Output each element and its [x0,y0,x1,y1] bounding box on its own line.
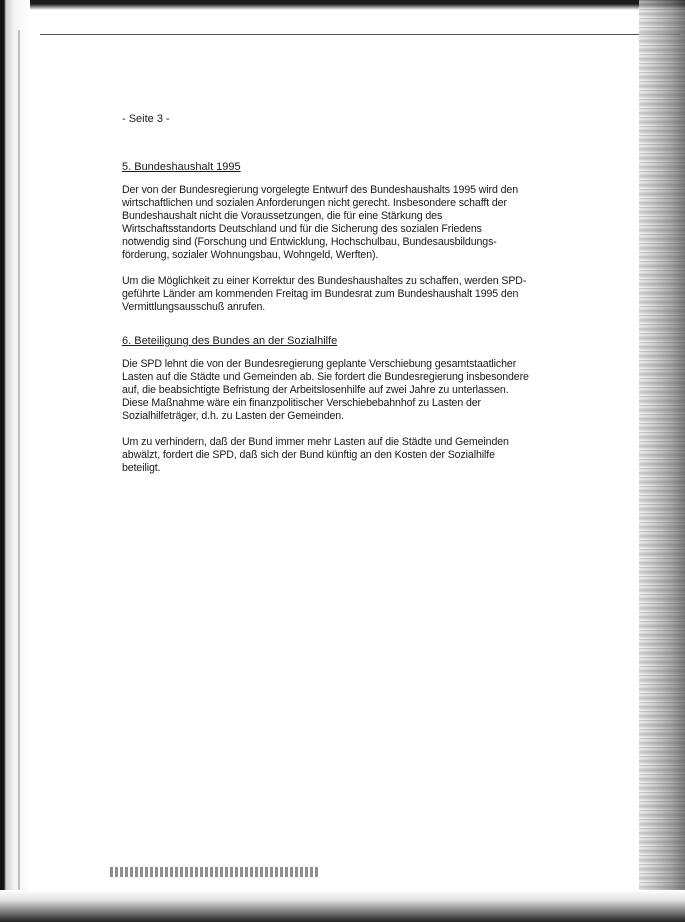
section-bundeshaushalt [122,160,532,314]
scan-top-edge [0,0,685,36]
document-page [122,112,532,488]
scan-top-line [40,34,680,35]
section-heading: 6. Beteiligung des Bundes an der Sozialhilfe [122,335,338,347]
paragraph: Die SPD lehnt die von der Bundesregierung geplante Verschiebung gesamtstaatlicher Lasten auf die Städte und Gemeinden ab. Sie fordert die Bundesregierung insbesondere auf, die beabsichtigte Befristung der Arbeitslosenhilfe auf zwei Jahre zu unterlassen. Diese Maßnahme wäre ein finanzpolitischer Verschiebebahnhof zu Lasten der Sozialhilfeträger, d.h. zu Lasten der Gemeinden. [122,358,529,422]
scan-bottom-edge [0,890,685,922]
paragraph: Um zu verhindern, daß der Bund immer mehr Lasten auf die Städte und Gemeinden abwälzt, fordert die SPD, daß sich der Bund künftig an den Kosten der Sozialhilfe beteiligt. [122,436,509,474]
scan-left-edge [0,0,30,922]
scan-bottom-artifact [110,867,320,877]
section-heading: 5. Bundeshaushalt 1995 [122,161,241,173]
paragraph: Um die Möglichkeit zu einer Korrektur des Bundeshaushaltes zu schaffen, werden SPD-geführte Länder am kommenden Freitag im Bundesrat zum Bundeshaushalt 1995 den Vermittlungsausschuß anrufen. [122,275,527,313]
paragraph: Der von der Bundesregierung vorgelegte Entwurf des Bundeshaushalts 1995 wird den wirtschaftlichen und sozialen Anforderungen nicht gerecht. Insbesondere schafft der Bundeshaushalt nicht die Voraussetzungen, die für eine Stärkung des Wirtschaftsstandorts Deutschland und für die Sicherung des sozialen Friedens notwendig sind (Forschung und Entwicklung, Hochschulbau, Bundesausbildungs-förderung, sozialer Wohnungsbau, Wohngeld, Werften). [122,184,518,261]
scan-left-line [18,30,20,910]
page-number: - Seite 3 - [122,113,170,125]
scan-right-edge [639,0,685,922]
section-sozialhilfe [122,334,532,475]
